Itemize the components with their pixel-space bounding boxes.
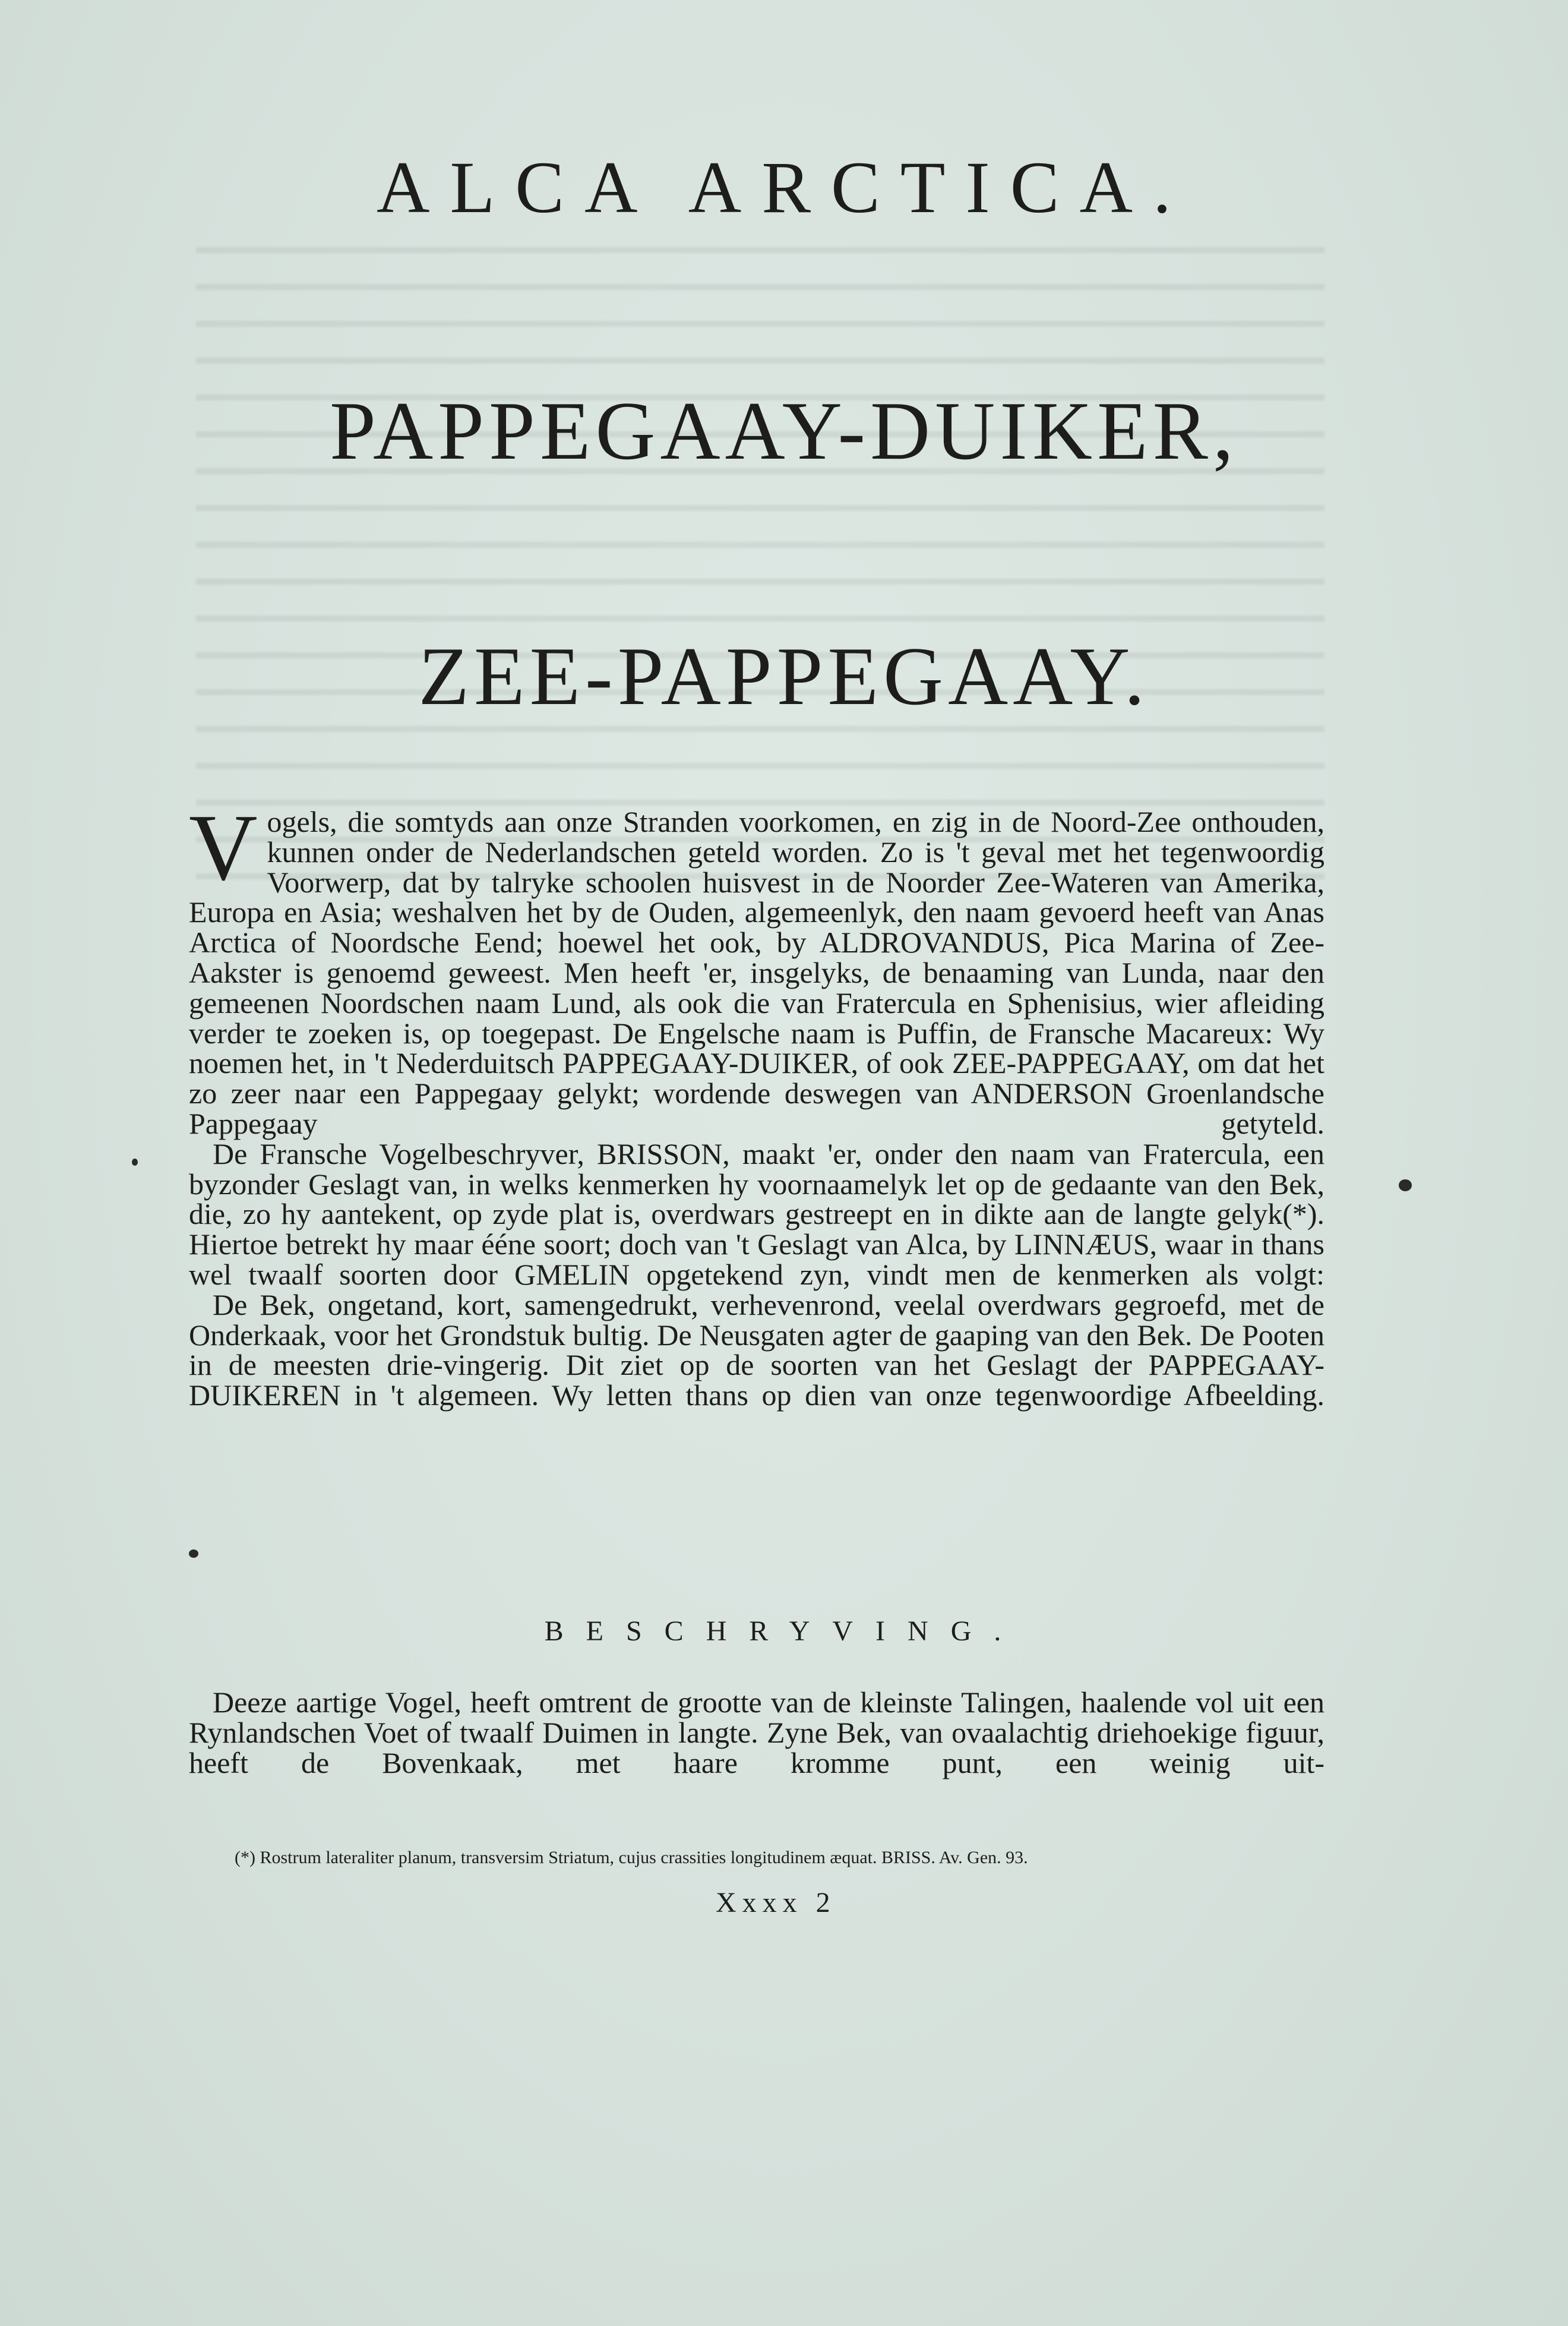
paragraph-3-text: De Bek, ongetand, kort, samengedrukt, verhevenrond, veelal overdwars gegroefd, met de Onderkaak, voor het Grondstuk bultig. De Neusgaten agter de gaaping van den Bek. De Pooten in de meesten drie-vingerig. Dit ziet op de soorten van het Geslagt der PAPPEGAAY-DUIKEREN in 't algemeen. Wy letten thans op dien van onze tegenwoordige Afbeelding. — [189, 1287, 1324, 1412]
paragraph-2-text: De Fransche Vogelbeschryver, BRISSON, maakt 'er, onder den naam van Fratercula, een byzonder Geslagt van, in welks kenmerken hy voornaamelyk let op de gedaante van den Bek, die, zo hy aantekent, op zyde plat is, overdwars gestreept en in dikte aan de langte gelyk(*). Hiertoe betrekt hy maar ééne soort; doch van 't Geslagt van Alca, by LINNÆUS, waar in thans wel twaalf soorten door GMELIN opgetekend zyn, vindt men de kenmerken als volgt: — [189, 1137, 1324, 1291]
paragraph-1-text: ogels, die somtyds aan onze Stranden voorkomen, en zig in de Noord-Zee onthouden, kunnen onder de Nederlandschen geteld worden. Zo is 't geval met het tegenwoordig Voorwerp, dat by talryke schoolen huisvest in de Noorder Zee-Wateren van Amerika, Europa en Asia; weshalven het by de Ouden, algemeenlyk, den naam gevoerd heeft van Anas Arctica of Noordsche Eend; hoewel het ook, by ALDROVANDUS, Pica Marina of Zee-Aakster is genoemd geweest. Men heeft 'er, insgelyks, de benaaming van Lunda, naar den gemeenen Noordschen naam Lund, als ook die van Fratercula en Sphenisius, wier afleiding verder te zoeken is, op toegepast. De Engelsche naam is Puffin, de Fransche Macareux: Wy noemen het, in 't Nederduitsch PAPPEGAAY-DUIKER, of ook ZEE-PAPPEGAAY, om dat het zo zeer naar een Pappegaay gelykt; wordende deswegen van ANDERSON Groenlandsche Pappegaay getyteld. — [189, 805, 1324, 1140]
footnote: (*) Rostrum lateraliter planum, transversim Striatum, cujus crassities longitudinem æquat. BRISS. Av. Gen. 93. — [235, 1848, 1028, 1867]
signature-mark: Xxxx 2 — [716, 1887, 836, 1918]
description-paragraph-text: Deeze aartige Vogel, heeft omtrent de grootte van de kleinste Talingen, haalende vol uit een Rynlandschen Voet of twaalf Duimen in langte. Zyne Bek, van ovaalachtig driehoekige figuur, heeft de Bovenkaak, met haare kromme punt, een weinig uit- — [189, 1686, 1324, 1779]
ink-blot — [1399, 1179, 1412, 1191]
latin-title: ALCA ARCTICA. — [376, 147, 1192, 228]
description-paragraph — [189, 1687, 1324, 1778]
paragraph-1 — [189, 794, 1324, 1140]
intro-text — [189, 794, 1324, 1412]
ink-speck — [189, 1549, 198, 1558]
drop-cap: V — [189, 794, 258, 900]
paragraph-3 — [189, 1287, 1324, 1412]
dutch-title: PAPPEGAAY-DUIKER, — [330, 385, 1238, 477]
show-through-texture — [196, 226, 1324, 879]
section-heading: BESCHRYVING. — [544, 1615, 1024, 1647]
description-text — [189, 1687, 1324, 1778]
alternate-title: ZEE-PAPPEGAAY. — [418, 630, 1150, 722]
ink-speck — [132, 1159, 138, 1166]
paragraph-2 — [189, 1139, 1324, 1290]
